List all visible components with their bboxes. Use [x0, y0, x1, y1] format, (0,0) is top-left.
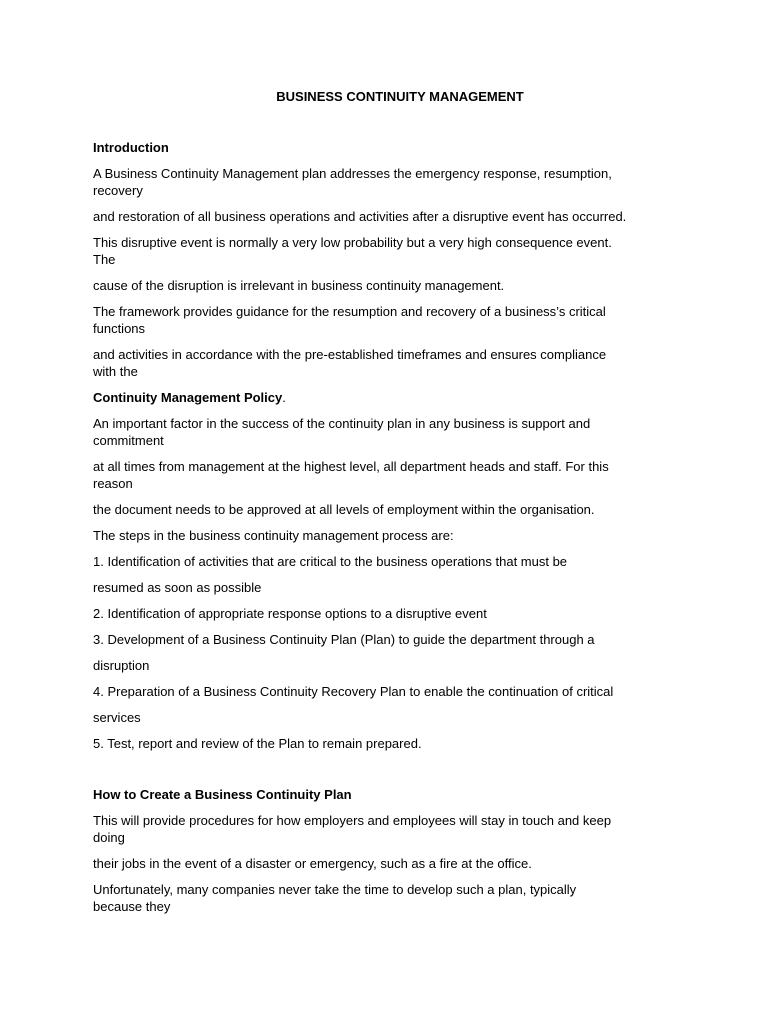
paragraph-line: cause of the disruption is irrelevant in business continuity management.: [93, 278, 505, 293]
step-4: 4. Preparation of a Business Continuity Recovery Plan to enable the continuation of critical: [93, 684, 614, 699]
text-line: This disruptive event is normally a very low probability but a very high consequence event.: [93, 235, 612, 250]
text-line: The: [93, 252, 116, 267]
policy-period: .: [282, 390, 286, 405]
policy-name: Continuity Management Policy: [93, 390, 283, 405]
step-3-continued: disruption: [93, 658, 150, 673]
text-line: doing: [93, 830, 125, 845]
text-line: recovery: [93, 183, 143, 198]
document-title: BUSINESS CONTINUITY MANAGEMENT: [276, 89, 524, 104]
document-page: [93, 88, 683, 924]
step-5: 5. Test, report and review of the Plan to remain prepared.: [93, 736, 422, 751]
text-line: reason: [93, 476, 133, 491]
paragraph-line: [93, 234, 683, 268]
policy-line: [93, 389, 683, 406]
step-4-continued: services: [93, 710, 141, 725]
text-line: and activities in accordance with the pre-established timeframes and ensures compliance: [93, 347, 607, 362]
introduction-heading: Introduction: [93, 140, 169, 155]
section-spacer: [93, 761, 683, 786]
text-line: at all times from management at the highest level, all department heads and staff. For this: [93, 459, 609, 474]
step-3: 3. Development of a Business Continuity Plan (Plan) to guide the department through a: [93, 632, 595, 647]
text-line: functions: [93, 321, 146, 336]
text-line: because they: [93, 899, 171, 914]
paragraph-line: the document needs to be approved at all levels of employment within the organisation.: [93, 502, 595, 517]
text-line: Unfortunately, many companies never take the time to develop such a plan, typically: [93, 882, 577, 897]
text-line: A Business Continuity Management plan addresses the emergency response, resumption,: [93, 166, 612, 181]
paragraph-line: [93, 415, 683, 449]
paragraph-line: and restoration of all business operations and activities after a disruptive event has occurred.: [93, 209, 627, 224]
text-line: The framework provides guidance for the resumption and recovery of a business’s critical: [93, 304, 606, 319]
text-line: commitment: [93, 433, 164, 448]
howto-heading: How to Create a Business Continuity Plan: [93, 787, 352, 802]
paragraph-line: [93, 458, 683, 492]
paragraph-line: their jobs in the event of a disaster or emergency, such as a fire at the office.: [93, 856, 532, 871]
paragraph-line: [93, 303, 683, 337]
steps-intro: The steps in the business continuity management process are:: [93, 528, 454, 543]
text-line: This will provide procedures for how employers and employees will stay in touch and keep: [93, 813, 612, 828]
text-line: An important factor in the success of the continuity plan in any business is support and: [93, 416, 591, 431]
text-line: with the: [93, 364, 138, 379]
paragraph-line: [93, 165, 683, 199]
step-2: 2. Identification of appropriate response options to a disruptive event: [93, 606, 487, 621]
paragraph-line: [93, 346, 683, 380]
paragraph-line: [93, 881, 683, 915]
step-1-continued: resumed as soon as possible: [93, 580, 262, 595]
step-1: 1. Identification of activities that are critical to the business operations that must be: [93, 554, 568, 569]
paragraph-line: [93, 812, 683, 846]
